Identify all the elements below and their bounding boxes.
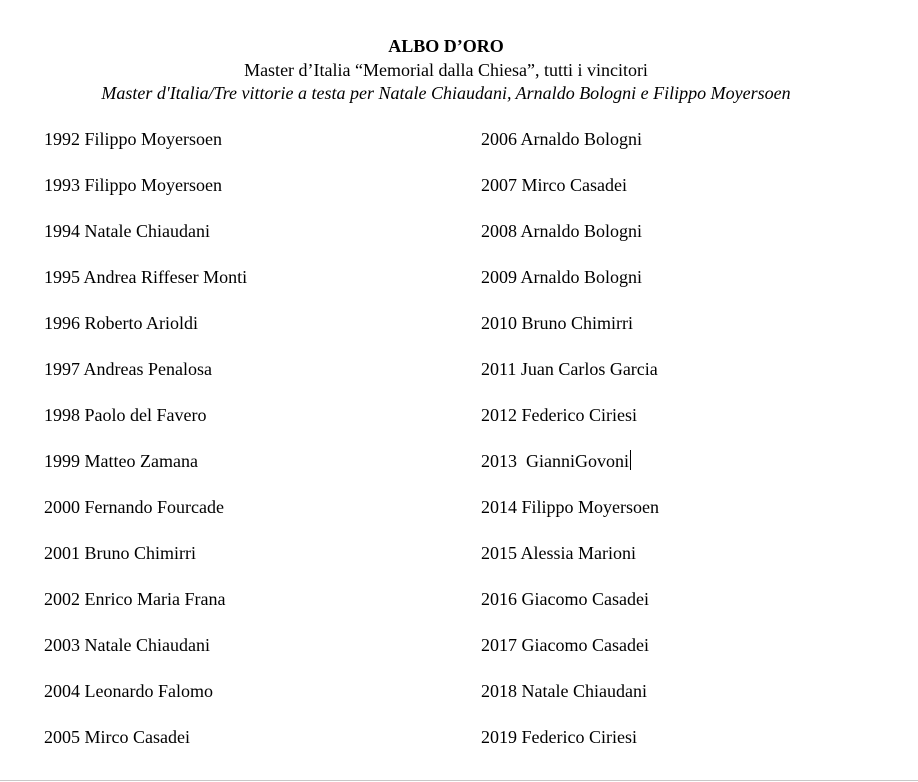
winner-entry: 2008 Arnaldo Bologni	[481, 221, 642, 241]
winner-entry-with-caret[interactable]	[481, 448, 881, 494]
winner-entry: 1997 Andreas Penalosa	[44, 359, 212, 379]
winner-entry: 2016 Giacomo Casadei	[481, 589, 649, 609]
winner-entry: 2009 Arnaldo Bologni	[481, 267, 642, 287]
winner-entry: 2019 Federico Ciriesi	[481, 727, 637, 747]
winners-list-right	[481, 126, 881, 770]
winner-entry: 2018 Natale Chiaudani	[481, 681, 647, 701]
winner-entry: 2012 Federico Ciriesi	[481, 405, 637, 425]
winner-entry: 2017 Giacomo Casadei	[481, 635, 649, 655]
winner-entry: 2006 Arnaldo Bologni	[481, 129, 642, 149]
winner-entry: 2011 Juan Carlos Garcia	[481, 359, 658, 379]
document-tagline: Master d'Italia/Tre vittorie a testa per Natale Chiaudani, Arnaldo Bologni e Filippo Moyersoen	[101, 83, 791, 103]
winner-entry[interactable]: 2013 GianniGovoni	[481, 451, 629, 471]
winner-entry: 2015 Alessia Marioni	[481, 543, 636, 563]
winner-entry: 2005 Mirco Casadei	[44, 727, 190, 747]
winner-entry: 2003 Natale Chiaudani	[44, 635, 210, 655]
winner-entry: 2010 Bruno Chimirri	[481, 313, 633, 333]
winner-entry: 1996 Roberto Arioldi	[44, 313, 198, 333]
document-subtitle: Master d’Italia “Memorial dalla Chiesa”, tutti i vincitori	[244, 60, 648, 80]
winner-entry: 2007 Mirco Casadei	[481, 175, 627, 195]
winner-entry: 1998 Paolo del Favero	[44, 405, 207, 425]
winners-list-left	[44, 126, 444, 770]
winner-entry: 2014 Filippo Moyersoen	[481, 497, 659, 517]
winner-entry: 2000 Fernando Fourcade	[44, 497, 224, 517]
winner-entry: 1999 Matteo Zamana	[44, 451, 198, 471]
document-title: ALBO D’ORO	[388, 36, 504, 56]
text-cursor-caret	[630, 450, 631, 470]
winner-entry: 1994 Natale Chiaudani	[44, 221, 210, 241]
winner-entry: 1993 Filippo Moyersoen	[44, 175, 222, 195]
winner-entry: 1995 Andrea Riffeser Monti	[44, 267, 248, 287]
winner-entry: 1992 Filippo Moyersoen	[44, 129, 222, 149]
winner-entry: 2001 Bruno Chimirri	[44, 543, 196, 563]
winner-entry: 2002 Enrico Maria Frana	[44, 589, 226, 609]
winner-entry: 2004 Leonardo Falomo	[44, 681, 213, 701]
page-bottom-divider	[0, 780, 918, 781]
